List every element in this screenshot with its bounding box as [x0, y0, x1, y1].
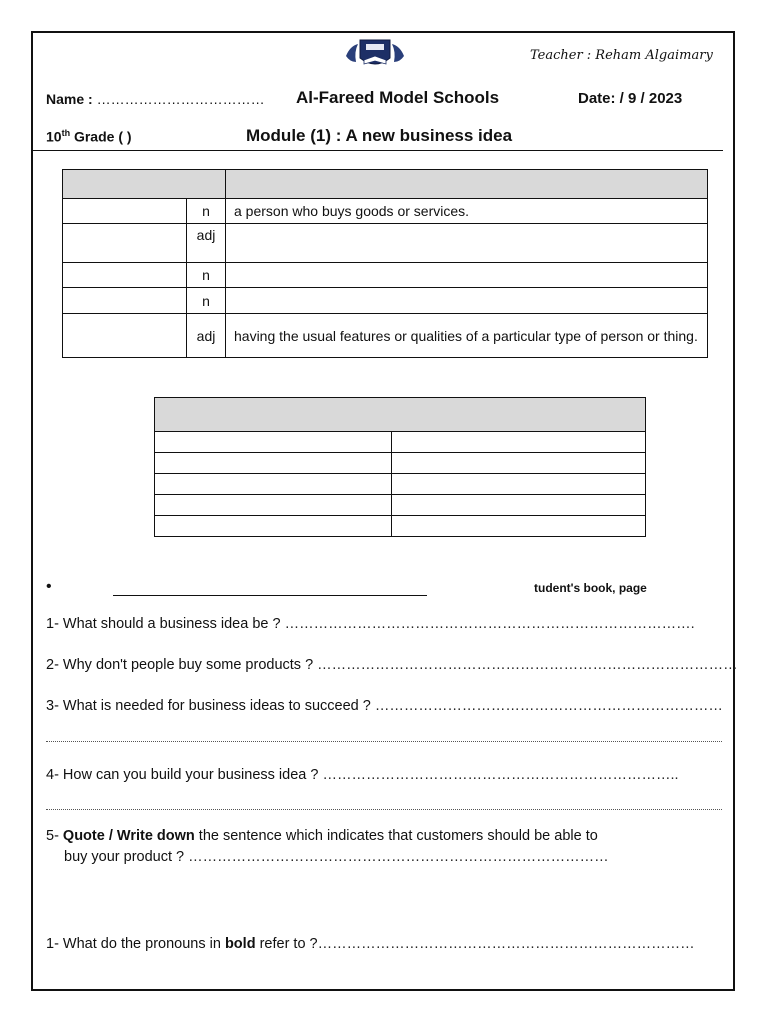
question-text: 3- What is needed for business ideas to succeed ?: [46, 698, 375, 714]
question-text: buy your product ?: [64, 849, 189, 865]
pos-cell: adj: [187, 314, 226, 358]
question-3: [46, 698, 723, 714]
word-forms-header-cell: [155, 398, 646, 432]
reading-title-blank[interactable]: [113, 595, 427, 596]
vocab-header-cell: [226, 170, 708, 199]
answer-cell[interactable]: [392, 432, 646, 453]
answer-cell[interactable]: [155, 453, 392, 474]
table-row: [63, 288, 708, 314]
table-row: [155, 516, 646, 537]
name-label: Name :: [46, 91, 93, 107]
answer-cell[interactable]: [155, 516, 392, 537]
question-keyword: Quote / Write down: [62, 828, 195, 844]
table-row: [155, 474, 646, 495]
teacher-name: Teacher : Reham Algaimary: [530, 48, 713, 63]
question-text: 2- Why don't people buy some products ?: [46, 657, 318, 673]
answer-cell[interactable]: [155, 474, 392, 495]
question-text: 1- What should a business idea be ?: [46, 616, 285, 632]
answer-cell[interactable]: [155, 432, 392, 453]
answer-cell[interactable]: [392, 495, 646, 516]
grade-suffix-sup: th: [61, 128, 71, 138]
table-row: [155, 432, 646, 453]
vocabulary-table: [62, 169, 708, 358]
school-logo: [340, 36, 410, 70]
grade-field: [46, 128, 132, 145]
pos-cell: n: [187, 263, 226, 288]
definition-cell[interactable]: [226, 263, 708, 288]
answer-dots[interactable]: ………………………………………………………………………….: [284, 616, 695, 632]
name-field: [46, 91, 265, 107]
name-dots: ………………………………: [96, 91, 265, 107]
grade-label: Grade ( ): [70, 128, 132, 145]
answer-dots[interactable]: ……………………………………………………………………: [317, 936, 695, 952]
question-keyword: bold: [224, 936, 256, 952]
vocab-header-cell: [63, 170, 226, 199]
question-5-line2: [64, 849, 609, 865]
question-text: 4- How can you build your business idea ?: [46, 767, 323, 783]
pos-cell: n: [187, 199, 226, 224]
word-forms-header-row: [155, 398, 646, 432]
word-forms-table: [154, 397, 646, 537]
question-text: the sentence which indicates that customers should be able to: [194, 828, 598, 844]
vocab-header-row: [63, 170, 708, 199]
answer-cell[interactable]: [392, 474, 646, 495]
school-name: Al-Fareed Model Schools: [296, 88, 500, 107]
answer-cell[interactable]: [392, 516, 646, 537]
word-cell[interactable]: [63, 199, 187, 224]
definition-cell[interactable]: [226, 288, 708, 314]
answer-line[interactable]: [46, 809, 722, 810]
table-row: [63, 314, 708, 358]
definition-cell: a person who buys goods or services.: [226, 199, 708, 224]
pos-cell: n: [187, 288, 226, 314]
question-5: [46, 828, 598, 844]
answer-line[interactable]: [46, 741, 722, 742]
book-reference: tudent's book, page: [534, 581, 647, 595]
date-field: Date: / 9 / 2023: [578, 90, 683, 107]
answer-cell[interactable]: [392, 453, 646, 474]
table-row: [63, 224, 708, 263]
answer-dots[interactable]: ………………………………………………………………: [374, 698, 723, 714]
table-row: [155, 453, 646, 474]
answer-dots[interactable]: ……………………………………………………………………………: [317, 657, 738, 673]
answer-dots[interactable]: ………………………………………………………………..: [322, 767, 679, 783]
grade-number: 10: [46, 128, 62, 145]
header-divider: [33, 150, 723, 151]
question-4: [46, 767, 679, 783]
table-row: [63, 199, 708, 224]
question-number: 5-: [46, 828, 63, 844]
bullet-icon: •: [46, 578, 52, 595]
grammar-question-1: [46, 936, 695, 952]
word-cell[interactable]: [63, 263, 187, 288]
answer-cell[interactable]: [155, 495, 392, 516]
question-text: 1- What do the pronouns in: [46, 936, 225, 952]
question-text: refer to ?: [255, 936, 318, 952]
module-title: Module (1) : A new business idea: [246, 126, 513, 145]
answer-dots[interactable]: ……………………………………………………………………………: [188, 849, 609, 865]
definition-cell: having the usual features or qualities of a particular type of person or thing.: [226, 314, 708, 358]
table-row: [155, 495, 646, 516]
word-cell[interactable]: [63, 314, 187, 358]
definition-cell[interactable]: [226, 224, 708, 263]
pos-cell: adj: [187, 224, 226, 263]
question-2: [46, 657, 738, 673]
question-1: [46, 616, 695, 632]
word-cell[interactable]: [63, 288, 187, 314]
word-cell[interactable]: [63, 224, 187, 263]
table-row: [63, 263, 708, 288]
